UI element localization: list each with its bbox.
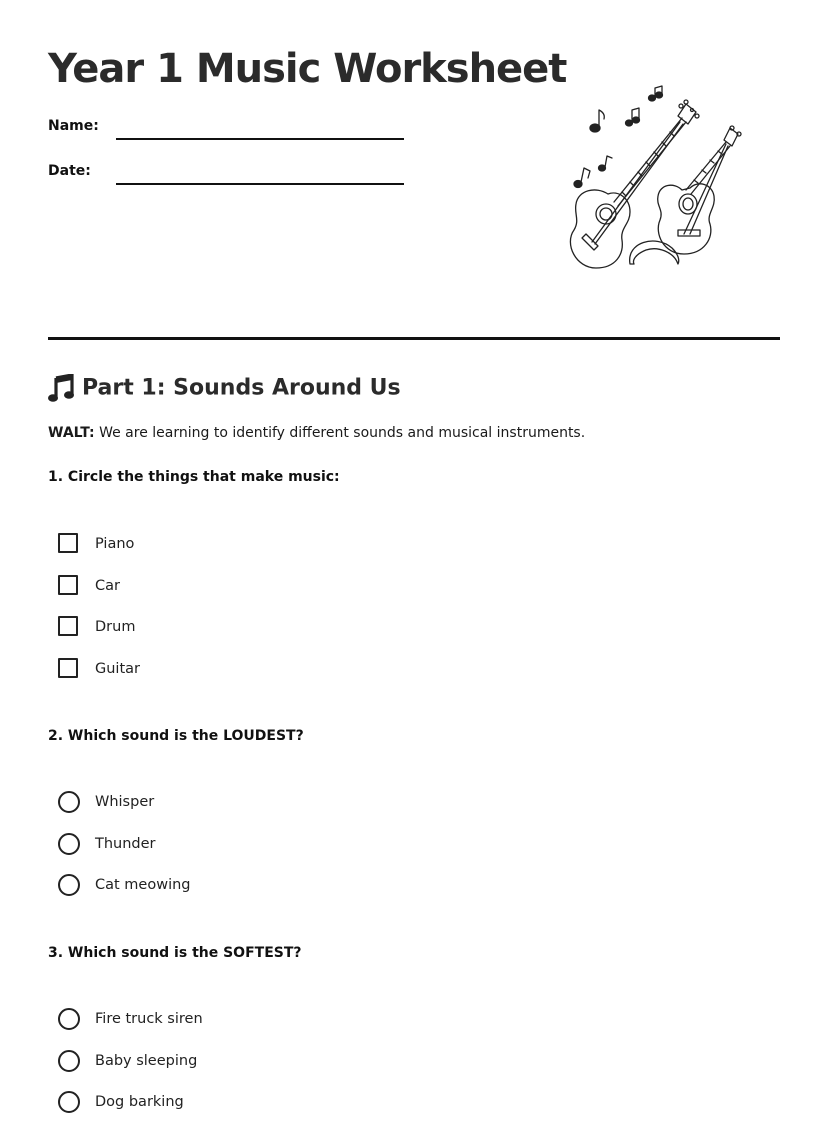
question-1-prompt: 1. Circle the things that make music: [48,469,340,485]
radio-button[interactable] [58,1091,80,1113]
date-label: Date: [48,163,91,179]
radio-button[interactable] [58,791,80,813]
guitar-stand [630,241,679,264]
part1-heading [48,374,401,404]
date-line[interactable] [116,183,404,185]
radio-button[interactable] [58,1050,80,1072]
option-label: Baby sleeping [95,1052,198,1069]
option-label: Fire truck siren [95,1011,203,1027]
option-label: Car [95,577,120,594]
name-line[interactable] [116,138,404,140]
radio-button[interactable] [58,833,80,855]
option-label: Drum [95,619,136,635]
section-divider [48,337,780,340]
page-title: Year 1 Music Worksheet [48,46,567,92]
music-notes-icon [574,86,663,188]
walt-statement [48,425,585,441]
part1-title: Part 1: Sounds Around Us [82,375,401,401]
guitars-illustration [560,82,746,274]
checkbox[interactable] [58,575,78,595]
small-guitar-headstock [724,128,738,146]
name-field[interactable] [48,118,408,148]
option-label: Cat meowing [95,877,191,893]
checkbox[interactable] [58,533,78,553]
option-label: Thunder [95,835,156,852]
walt-text: We are learning to identify different sounds and musical instruments. [94,425,586,441]
question-2-prompt: 2. Which sound is the LOUDEST? [48,728,304,744]
question-3-prompt: 3. Which sound is the SOFTEST? [48,945,302,961]
date-field[interactable] [48,163,408,193]
option-label: Piano [95,536,135,552]
walt-label: WALT: [48,425,95,441]
name-label: Name: [48,118,99,134]
checkbox[interactable] [58,616,78,636]
option-label: Dog barking [95,1094,184,1110]
option-label: Whisper [95,794,155,810]
radio-button[interactable] [58,874,80,896]
checkbox[interactable] [58,658,78,678]
option-label: Guitar [95,660,140,677]
large-guitar-headstock [678,104,696,124]
radio-button[interactable] [58,1008,80,1030]
music-note-icon [48,374,74,402]
